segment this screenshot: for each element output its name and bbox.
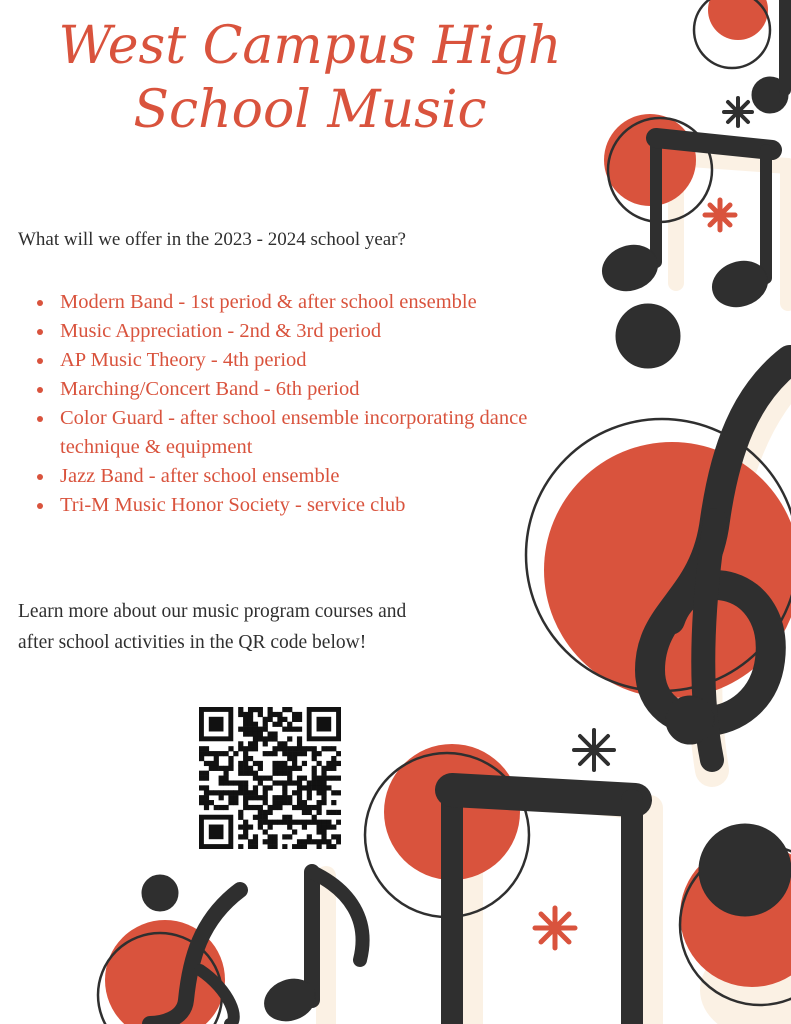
page-title (10, 14, 610, 142)
qr-code-icon[interactable] (199, 707, 341, 849)
list-item: Tri-M Music Honor Society - service club (18, 491, 558, 520)
list-item: AP Music Theory - 4th period (18, 346, 558, 375)
music-note-icon (259, 872, 363, 1024)
learn-more-text: Learn more about our music program courses and after school activities in the QR code below! (18, 601, 407, 653)
list-item: Jazz Band - after school ensemble (18, 462, 558, 491)
title-line-1: West Campus High (58, 16, 562, 76)
offer-question: What will we offer in the 2023 - 2024 school year? (18, 229, 406, 250)
list-item: Marching/Concert Band - 6th period (18, 375, 558, 404)
list-item: Color Guard - after school ensemble incorporating dance technique & equipment (18, 404, 558, 462)
title-line-2: School Music (133, 80, 487, 140)
list-item: Modern Band - 1st period & after school ensemble (18, 288, 558, 317)
list-item: Music Appreciation - 2nd & 3rd period (18, 317, 558, 346)
offerings-list (18, 288, 558, 520)
